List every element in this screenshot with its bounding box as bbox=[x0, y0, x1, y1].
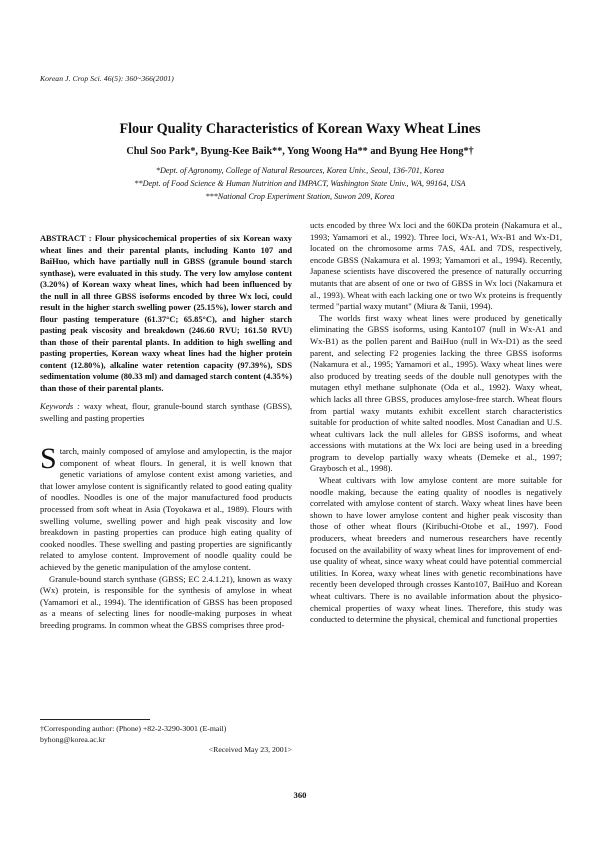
received-date: <Received May 23, 2001> bbox=[208, 745, 292, 755]
affiliation-2: **Dept. of Food Science & Human Nutrition and IMPACT, Washington State Univ., WA, 99164, USA bbox=[134, 178, 466, 188]
keywords bbox=[40, 401, 292, 424]
abstract: ABSTRACT : Flour physicochemical properties of six Korean waxy wheat lines and their parental plants, including Kanto 107 and BaiHuo, which have partially null in GBSS (granule bound starch synthase), were evaluated in this study. The very low amylose content (3.20%) of Korean waxy wheat lines, which had been influenced by the null in all three GBSS isoforms encoded by three Wx loci, could result in the higher starch swelling power (25.15%), lower starch and flour pasting temperature (61.37°C; 65.85°C), and higher starch pasting peak viscosity and breakdown (246.60 RVU; 161.50 RVU) than those of their parental plants. In addition to high swelling and pasting properties, Korean waxy wheat lines had the higher protein content (12.80%), alkaline water retention capacity (97.39%), SDS sedimentation volume (80.33 ml) and damaged starch content (4.35%) than those of their parental plants. bbox=[40, 234, 292, 393]
right-paragraph-1: ucts encoded by three Wx loci and the 60KDa protein (Nakamura et al., 1993; Yamamori et al., 1992). Three loci, Wx-A1, Wx-B1 and Wx-D1, located on the chromosome arms 7AS, 4AL and 7DS, respectively, encode GBSS (Nakamura et al. 1993; Yamamori et al., 1994). Recently, Japanese scientists have discovered the presence of naturally occurring mutants that are absent of one or two of GBSS in Wx loci (Nakamura et al., 1993). Wheat with each lacking one or two Wx proteins is frequently termed "partial waxy mutant" (Miura & Tanii, 1994). bbox=[310, 220, 562, 312]
journal-citation: Korean J. Crop Sci. 46(5): 360~366(2001) bbox=[40, 74, 174, 83]
footnote-rule bbox=[40, 719, 150, 720]
author-list: Chul Soo Park*, Byung-Kee Baik**, Yong Woong Ha** and Byung Hee Hong*† bbox=[126, 146, 474, 157]
page-number: 360 bbox=[293, 790, 307, 800]
left-column bbox=[40, 233, 292, 632]
drop-cap: S bbox=[40, 442, 57, 475]
right-paragraph-2: The worlds first waxy wheat lines were produced by genetically eliminating the GBSS isoforms, using Kanto107 (null in Wx-A1 and Wx-B1) as the pollen parent and BaiHuo (null in Wx-D1) as the seed parent, and selecting F2 progenies lacking the three GBSS isoforms (Nakamura et al., 1995; Yamamori et al., 1995). Waxy wheat lines were also produced by treating seeds of the double null genotypes with the mutagen ethyl methane sulphonate (Oda et al., 1992). Waxy wheat, which lacks all three GBSS, produces amylose-free starch. Wheat flours from partial waxy mutants exhibit excellent starch characteristics suitable for production of white salted noodles. Most Canadian and U.S. wheat cultivars lack the null alleles for GBSS isoforms, and wheat accessions with mutations at the Wx loci are being used in a breeding program to develop partially waxy wheats (Demeke et al., 1997; Graybosch et al., 1998). bbox=[310, 312, 562, 474]
intro-paragraph-1 bbox=[40, 442, 292, 574]
intro-paragraph-2: Granule-bound starch synthase (GBSS; EC 2.4.1.21), known as waxy (Wx) protein, is responsible for the synthesis of amylose in wheat (Yamamori et al., 1994). The identification of GBSS has been proposed as a means of selecting lines for noodle-making purposes in wheat breeding programs. In common wheat the GBSS comprises three prod- bbox=[40, 573, 292, 630]
intro-body bbox=[40, 442, 292, 632]
footnote bbox=[40, 724, 292, 756]
keywords-label: Keywords : bbox=[40, 402, 80, 411]
affiliations bbox=[0, 165, 600, 203]
affiliation-3: ***National Crop Experiment Station, Suwon 209, Korea bbox=[205, 191, 395, 201]
intro-paragraph-1-text: tarch, mainly composed of amylose and amylopectin, is the major component of wheat flours. In general, it is well known that genetic variations of amylose content exist among varieties, and that lower amylose content is significantly related to good eating quality of noodles. Noodles is one of the major manufactured food products processed from soft wheat in Asia (Toyokawa et al., 1989). Flours with swelling volume, swelling power and high peak viscosity and low breakdown in pasting properties can produce high eating quality of cooked noodles. These swelling and pasting properties are significantly related to amylose content. Improvement of noodle quality could be achieved by the genetic manipulation of the amylose content. bbox=[40, 446, 292, 572]
corresponding-author: †Corresponding author: (Phone) +82-2-3290-3001 (E-mail) byhong@korea.ac.kr bbox=[40, 724, 227, 744]
affiliation-1: *Dept. of Agronomy, College of Natural Resources, Korea Univ., Seoul, 136-701, Korea bbox=[155, 166, 445, 175]
keywords-text: waxy wheat, flour, granule-bound starch synthase (GBSS), swelling and pasting properties bbox=[40, 402, 293, 423]
right-column bbox=[310, 220, 562, 626]
right-paragraph-3: Wheat cultivars with low amylose content are more suitable for noodle making, because the eating quality of noodles is negatively correlated with amylose content of starch. Waxy wheat lines have been shown to have lower amylose content and higher peak viscosity than those of other wheat flours (Kiribuchi-Otobe et al., 1997). Food producers, wheat breeders and numerous researchers have recently focused on the availability of waxy wheat lines for improvement of end-use quality of wheat, since waxy wheat could have potential commercial utilities. In Korea, waxy wheat lines with genetic recombinations have recently been developed through crosses Kanto107, BaiHuo and Korean wheat cultivars. There is no available information about the physico-chemical properties of waxy wheat lines. Therefore, this study was conducted to determine the physical, chemical and functional properties bbox=[310, 475, 562, 625]
paper-title: Flour Quality Characteristics of Korean Waxy Wheat Lines bbox=[119, 121, 481, 137]
